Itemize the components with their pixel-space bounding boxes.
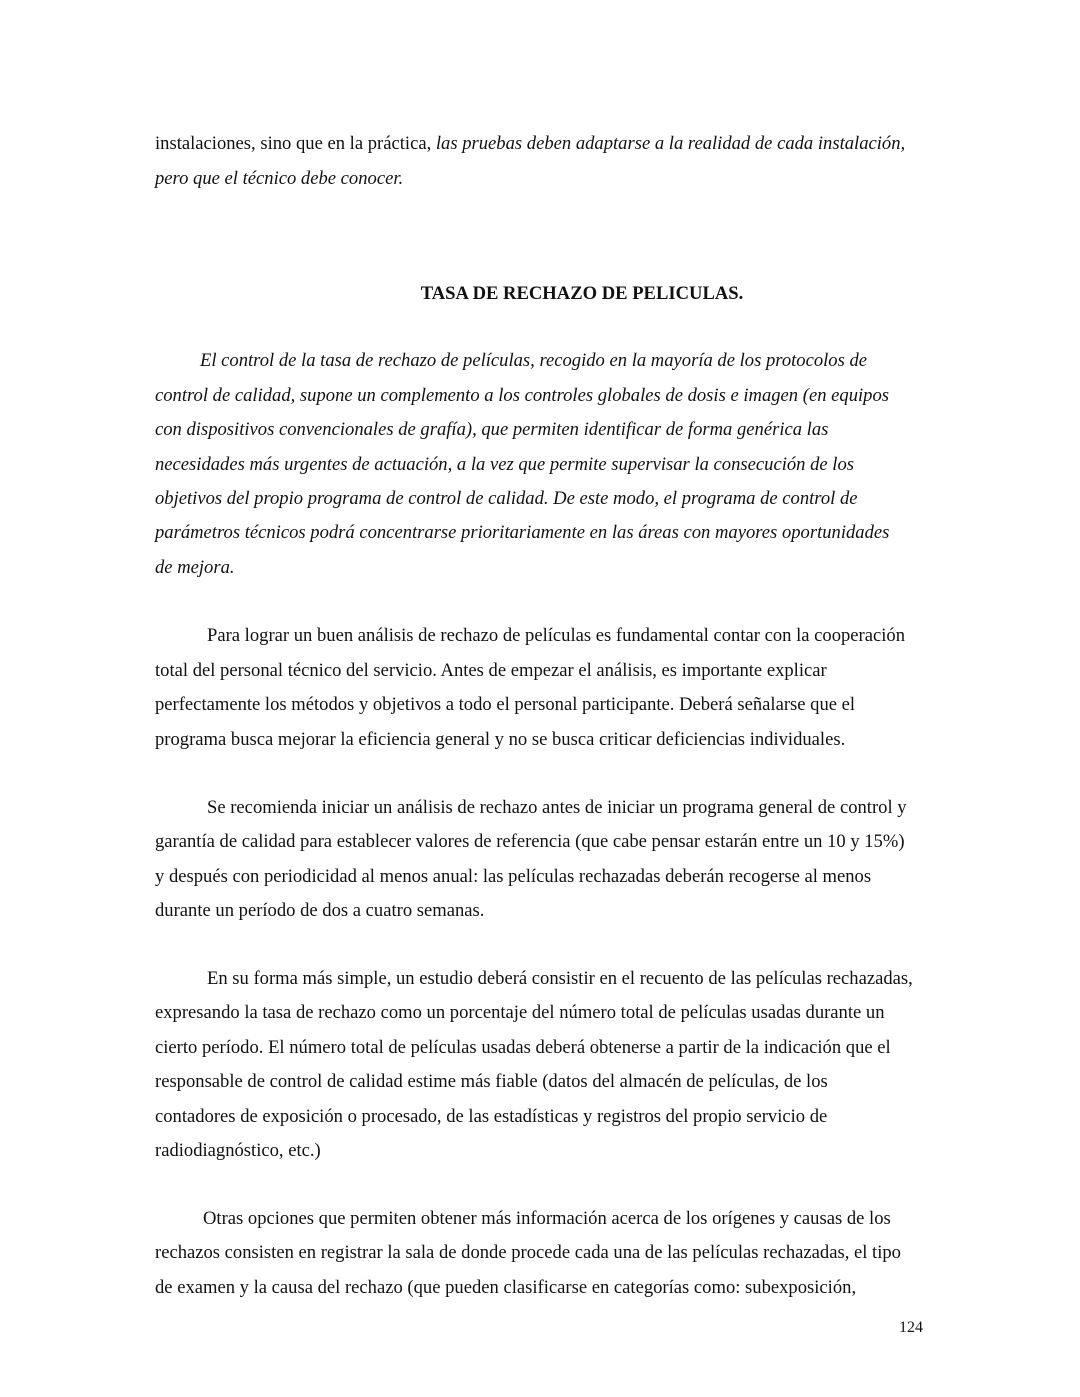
paragraph-1-line: con dispositivos convencionales de grafía), que permiten identificar de forma genérica las bbox=[155, 419, 829, 440]
page-number: 124 bbox=[899, 1319, 923, 1336]
intro-line-1-normal: instalaciones, sino que en la práctica, bbox=[155, 133, 436, 154]
paragraph-3-line: garantía de calidad para establecer valores de referencia (que cabe pensar estarán entre un 10 y 15%) bbox=[155, 831, 905, 852]
paragraph-2-line: perfectamente los métodos y objetivos a todo el personal participante. Deberá señalarse que el bbox=[155, 694, 856, 715]
paragraph-1-line: parámetros técnicos podrá concentrarse prioritariamente en las áreas con mayores oportunidades bbox=[155, 522, 890, 543]
paragraph-1-line: control de calidad, supone un complemento a los controles globales de dosis e imagen (en equipos bbox=[155, 385, 889, 406]
paragraph-4-line: expresando la tasa de rechazo como un porcentaje del número total de películas usadas durante un bbox=[155, 1002, 885, 1023]
paragraph-4-line: cierto período. El número total de películas usadas deberá obtenerse a partir de la indicación que el bbox=[155, 1037, 891, 1058]
paragraph-3-line: Se recomienda iniciar un análisis de rechazo antes de iniciar un programa general de control y bbox=[207, 797, 907, 818]
paragraph-4-line: contadores de exposición o procesado, de las estadísticas y registros del propio servicio de bbox=[155, 1106, 828, 1127]
paragraph-5-line: de examen y la causa del rechazo (que pueden clasificarse en categorías como: subexposición, bbox=[155, 1277, 857, 1298]
paragraph-5-line: rechazos consisten en registrar la sala de donde procede cada una de las películas rechazadas, el tipo bbox=[155, 1242, 901, 1263]
paragraph-1-line: de mejora. bbox=[155, 557, 235, 578]
paragraph-5-line: Otras opciones que permiten obtener más información acerca de los orígenes y causas de los bbox=[203, 1208, 891, 1229]
paragraph-4-line: radiodiagnóstico, etc.) bbox=[155, 1140, 321, 1161]
intro-line-2: pero que el técnico debe conocer. bbox=[155, 168, 404, 189]
paragraph-2-line: Para lograr un buen análisis de rechazo de películas es fundamental contar con la cooperación bbox=[207, 625, 906, 646]
paragraph-3-line: y después con periodicidad al menos anual: las películas rechazadas deberán recogerse al menos bbox=[155, 866, 872, 887]
paragraph-1-line: necesidades más urgentes de actuación, a la vez que permite supervisar la consecución de los bbox=[155, 454, 854, 475]
paragraph-1-line: El control de la tasa de rechazo de películas, recogido en la mayoría de los protocolos de bbox=[200, 350, 868, 371]
paragraph-4-line: En su forma más simple, un estudio deberá consistir en el recuento de las películas rechazadas, bbox=[207, 968, 913, 989]
paragraph-4-line: responsable de control de calidad estime más fiable (datos del almacén de películas, de los bbox=[155, 1071, 828, 1092]
paragraph-2-line: total del personal técnico del servicio. Antes de empezar el análisis, es importante explicar bbox=[155, 660, 827, 681]
intro-line-1-italic: las pruebas deben adaptarse a la realidad de cada instalación, bbox=[435, 133, 906, 154]
paragraph-2-line: programa busca mejorar la eficiencia general y no se busca criticar deficiencias individuales. bbox=[155, 729, 846, 750]
paragraph-1-line: objetivos del propio programa de control de calidad. De este modo, el programa de control de bbox=[155, 488, 858, 509]
paragraph-3-line: durante un período de dos a cuatro semanas. bbox=[155, 900, 485, 921]
section-heading: TASA DE RECHAZO DE PELICULAS. bbox=[420, 283, 744, 304]
intro-line-1 bbox=[155, 132, 905, 156]
